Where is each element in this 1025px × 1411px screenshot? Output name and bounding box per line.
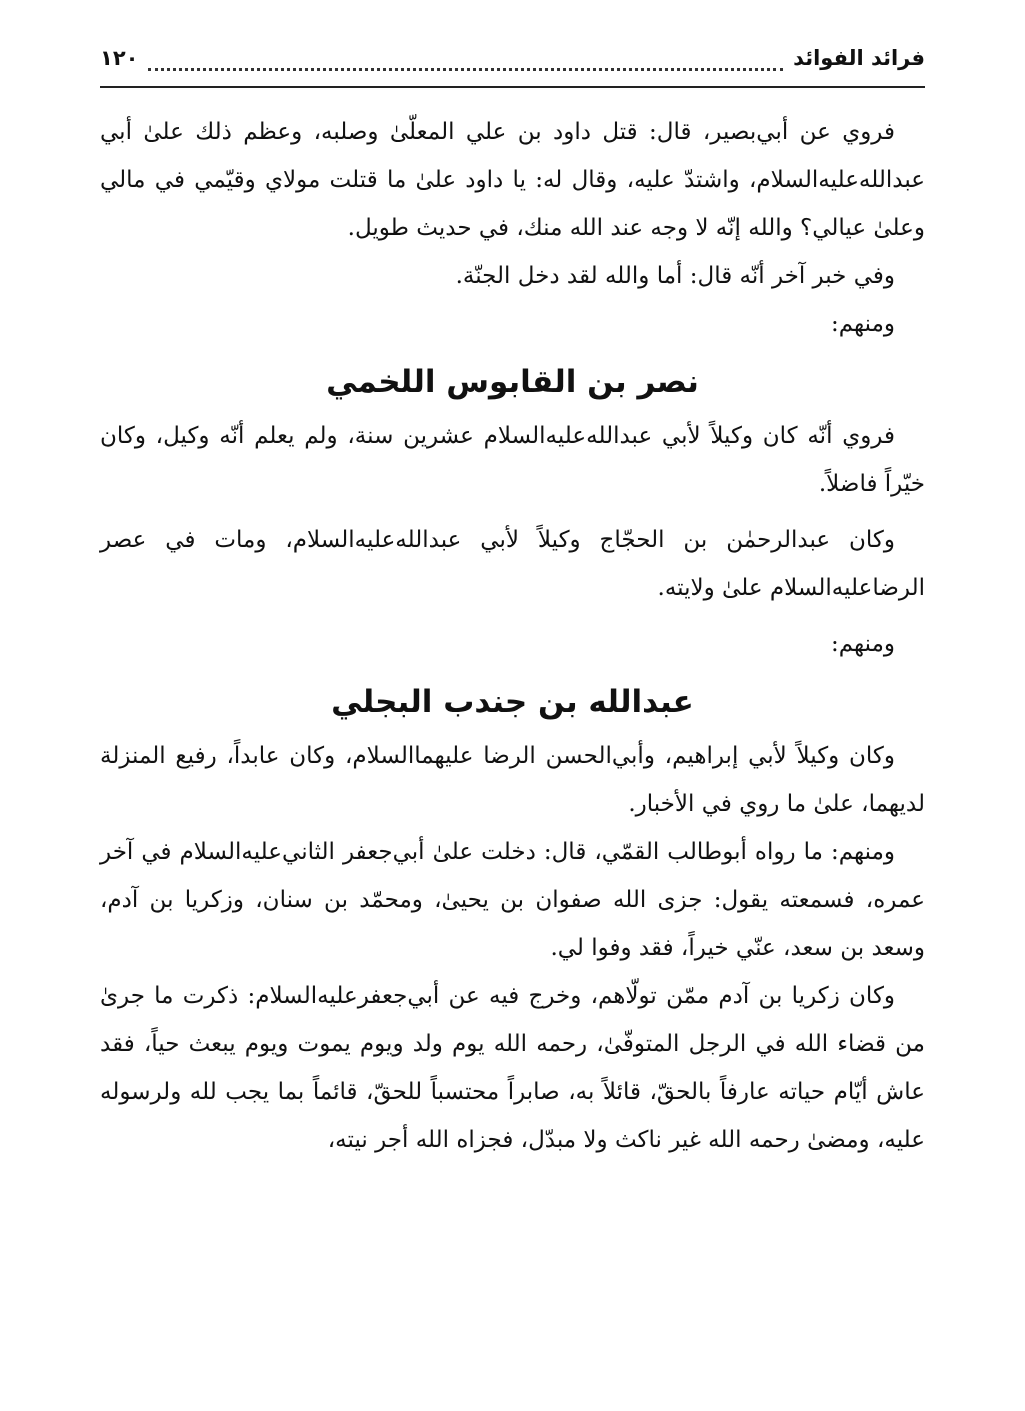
section-heading-abdullah: عبدالله بن جندب البجلي	[331, 684, 694, 720]
page-number: ١٢٠	[100, 46, 139, 70]
paragraph-5: وكان وكيلاً لأبي إبراهيم، وأبي‌الحسن الرضا عليهما‌السلام، وكان عابداً، رفيع المنزلة لديهما، علىٰ ما روي في الأخبار.	[100, 743, 925, 817]
paragraph-1: فروي عن أبي‌بصير، قال: قتل داود بن علي المعلّىٰ وصلبه، وعظم ذلك علىٰ أبي عبدالله‌عليه‌السلام، واشتدّ عليه، وقال له: يا داود علىٰ ما قتلت مولاي وقيّمي في مالي وعلىٰ عيالي؟ والله إنّه لا وجه عند الله منك، في حديث طويل.	[100, 119, 925, 241]
section-heading-nasr: نصر بن القابوس اللخمي	[326, 364, 699, 400]
page-header	[100, 30, 925, 88]
lead-text-1: ومنهم:	[830, 311, 895, 337]
paragraph-3: فروي أنّه كان وكيلاً لأبي عبدالله‌عليه‌السلام عشرين سنة، ولم يعلم أنّه وكيل، وكان خيّراً فاضلاً.	[100, 423, 925, 497]
header-dot-leader	[148, 66, 783, 71]
paragraph-4: وكان عبدالرحمٰن بن الحجّاج وكيلاً لأبي عبدالله‌عليه‌السلام، ومات في عصر الرضا‌عليه‌السلام علىٰ ولايته.	[100, 527, 925, 601]
paragraph-2: وفي خبر آخر أنّه قال: أما والله لقد دخل الجنّة.	[455, 263, 895, 289]
book-title: فرائد الفوائد	[793, 46, 925, 70]
paragraph-6: ومنهم: ما رواه أبوطالب القمّي، قال: دخلت علىٰ أبي‌جعفر الثاني‌عليه‌السلام في آخر عمره، فسمعته يقول: جزى الله صفوان بن يحيىٰ، ومحمّد بن سنان، وزكريا بن آدم، وسعد بن سعد، عنّي خيراً، فقد وفوا لي.	[100, 839, 925, 961]
paragraph-7: وكان زكريا بن آدم ممّن تولّاهم، وخرج فيه عن أبي‌جعفر‌عليه‌السلام: ذكرت ما جرىٰ من قضاء الله في الرجل المتوفّىٰ، رحمه الله يوم ولد ويوم يموت ويوم يبعث حياً، فقد عاش أيّام حياته عارفاً بالحقّ، قائلاً به، صابراً محتسباً للحقّ، قائماً بما يجب لله ولرسوله عليه، ومضىٰ رحمه الله غير ناكث ولا مبدّل، فجزاه الله أجر نيته،	[100, 983, 925, 1153]
lead-text-2: ومنهم:	[830, 631, 895, 657]
page-body	[100, 108, 925, 1164]
